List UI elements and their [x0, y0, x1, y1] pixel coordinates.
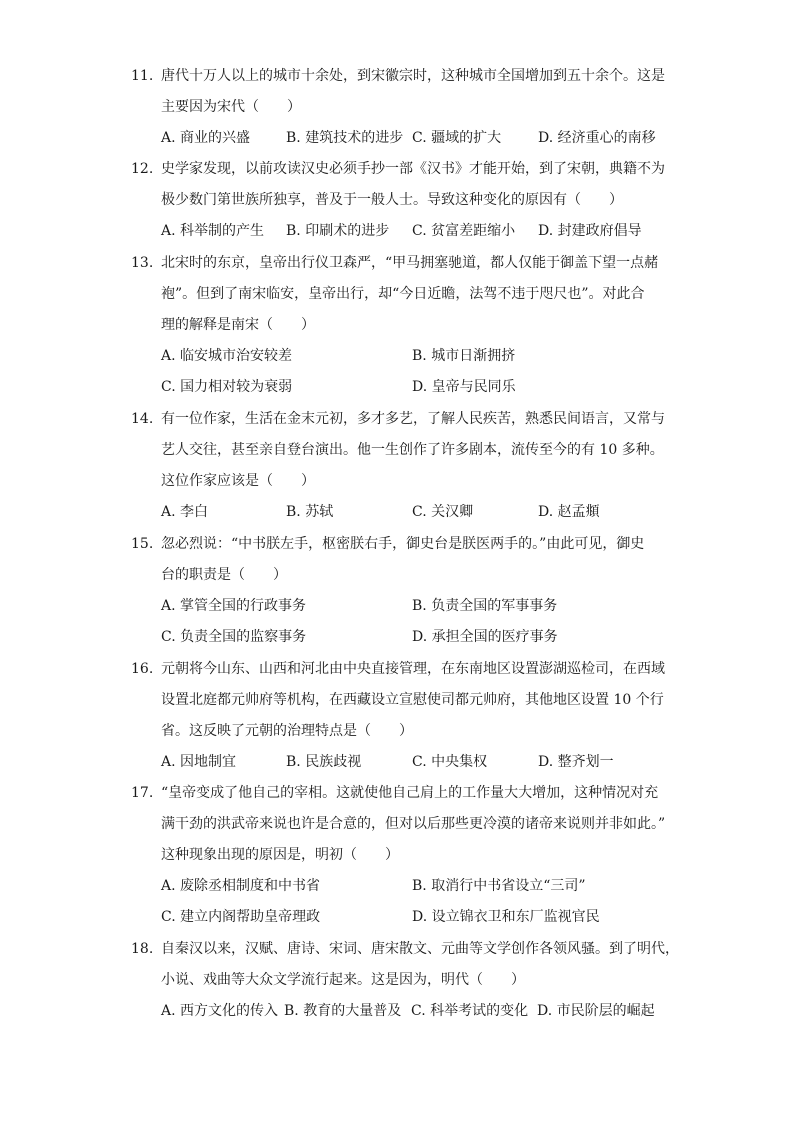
- question-number: 13.: [131, 255, 154, 271]
- option-a[interactable]: A. 科举制的产生: [161, 223, 265, 239]
- option-a[interactable]: A. 废除丞相制度和中书省: [161, 878, 321, 894]
- question-text-line: 主要因为宋代（ ）: [161, 99, 301, 115]
- option-c[interactable]: C. 建立内阁帮助皇帝理政: [161, 909, 321, 925]
- option-a[interactable]: A. 掌管全国的行政事务: [161, 598, 307, 614]
- question-number: 18.: [131, 941, 154, 957]
- question-text-line: 忽必烈说：“中书朕左手，枢密朕右手，御史台是朕医两手的。”由此可见，御史: [161, 536, 645, 552]
- question-text-line: 史学家发现，以前攻读汉史必须手抄一部《汉书》才能开始，到了宋朝，典籍不为: [161, 161, 665, 177]
- option-c[interactable]: C. 国力相对较为衰弱: [161, 379, 293, 395]
- option-b[interactable]: B. 城市日渐拥挤: [412, 348, 516, 364]
- answer-options: [161, 752, 671, 772]
- option-b[interactable]: B. 取消行中书省设立“三司”: [412, 878, 586, 894]
- option-a[interactable]: A. 商业的兴盛: [161, 130, 251, 146]
- question-text-line: 袍”。但到了南宋临安，皇帝出行，却“今日近瞻，法驾不违于咫尺也”。对此合: [161, 286, 645, 302]
- question-text-line: 有一位作家，生活在金末元初，多才多艺，了解人民疾苦，熟悉民间语言，又常与: [161, 411, 665, 427]
- answer-options: [161, 502, 671, 522]
- question-text-line: 元朝将今山东、山西和河北由中央直接管理，在东南地区设置澎湖巡检司，在西域: [161, 661, 665, 677]
- option-a[interactable]: A. 西方文化的传入: [161, 1003, 279, 1019]
- option-c[interactable]: C. 科举考试的变化: [411, 1003, 529, 1019]
- option-c[interactable]: C. 贫富差距缩小: [412, 223, 516, 239]
- question-number: 12.: [131, 161, 154, 177]
- option-d[interactable]: D. 整齐划一: [538, 754, 614, 770]
- option-d[interactable]: D. 皇帝与民同乐: [412, 379, 516, 395]
- question-text-line: 唐代十万人以上的城市十余处，到宋徽宗时，这种城市全国增加到五十余个。这是: [161, 68, 665, 84]
- question-text-line: 这种现象出现的原因是，明初（ ）: [161, 847, 399, 863]
- option-c[interactable]: C. 负责全国的监察事务: [161, 629, 307, 645]
- option-d[interactable]: D. 经济重心的南移: [538, 130, 656, 146]
- answer-options: [161, 221, 671, 241]
- answer-options: [161, 346, 671, 366]
- question-text-line: 小说、戏曲等大众文学流行起来。这是因为，明代（ ）: [161, 972, 525, 988]
- option-a[interactable]: A. 临安城市治安较差: [161, 348, 293, 364]
- question-text-line: 这位作家应该是（ ）: [161, 473, 315, 489]
- option-a[interactable]: A. 因地制宜: [161, 754, 237, 770]
- question-text-line: 设置北庭都元帅府等机构，在西藏设立宣慰使司都元帅府，其他地区设置 10 个行: [161, 692, 664, 708]
- option-b[interactable]: B. 印刷术的进步: [286, 223, 390, 239]
- option-a[interactable]: A. 李白: [161, 504, 209, 520]
- question-text-line: 理的解释是南宋（ ）: [161, 317, 315, 333]
- question-text-line: 省。这反映了元朝的治理特点是（ ）: [161, 723, 413, 739]
- question-text-line: 自秦汉以来，汉赋、唐诗、宋词、唐宋散文、元曲等文学创作各领风骚。到了明代，: [161, 941, 679, 957]
- option-d[interactable]: D. 承担全国的医疗事务: [412, 629, 558, 645]
- question-number: 14.: [131, 411, 154, 427]
- question-text-line: 极少数门第世族所独享，普及于一般人士。导致这种变化的原因有（ ）: [161, 192, 623, 208]
- option-c[interactable]: C. 疆域的扩大: [412, 130, 502, 146]
- option-d[interactable]: D. 设立锦衣卫和东厂监视官民: [412, 909, 600, 925]
- question-number: 17.: [131, 785, 154, 801]
- question-text-line: 台的职责是（ ）: [161, 567, 287, 583]
- option-b[interactable]: B. 苏轼: [286, 504, 334, 520]
- question-text-line: 艺人交往，甚至亲自登台演出。他一生创作了许多剧本，流传至今的有 10 多种。: [161, 442, 664, 458]
- option-b[interactable]: B. 负责全国的军事事务: [412, 598, 558, 614]
- answer-options: [161, 128, 671, 148]
- answer-options: [161, 596, 671, 616]
- answer-options: [161, 907, 671, 927]
- question-number: 16.: [131, 661, 154, 677]
- option-c[interactable]: C. 关汉卿: [412, 504, 474, 520]
- option-d[interactable]: D. 赵孟頫: [538, 504, 600, 520]
- option-d[interactable]: D. 市民阶层的崛起: [537, 1003, 655, 1019]
- option-b[interactable]: B. 建筑技术的进步: [286, 130, 404, 146]
- answer-options: [161, 377, 671, 397]
- answer-options: [161, 627, 671, 647]
- answer-options: [161, 876, 671, 896]
- option-d[interactable]: D. 封建政府倡导: [538, 223, 642, 239]
- option-b[interactable]: B. 教育的大量普及: [284, 1003, 402, 1019]
- answer-options: [161, 1001, 671, 1021]
- question-text-line: 北宋时的东京，皇帝出行仪卫森严，“甲马拥塞驰道，都人仅能于御盖下望一点赭: [161, 255, 659, 271]
- question-text-line: 满干劲的洪武帝来说也许是合意的，但对以后那些更冷漠的诸帝来说则并非如此。”: [161, 816, 666, 832]
- option-c[interactable]: C. 中央集权: [412, 754, 488, 770]
- option-b[interactable]: B. 民族歧视: [286, 754, 362, 770]
- question-number: 15.: [131, 536, 154, 552]
- question-number: 11.: [131, 68, 154, 84]
- question-text-line: “皇帝变成了他自己的宰相。这就使他自己肩上的工作量大大增加，这种情况对充: [161, 785, 659, 801]
